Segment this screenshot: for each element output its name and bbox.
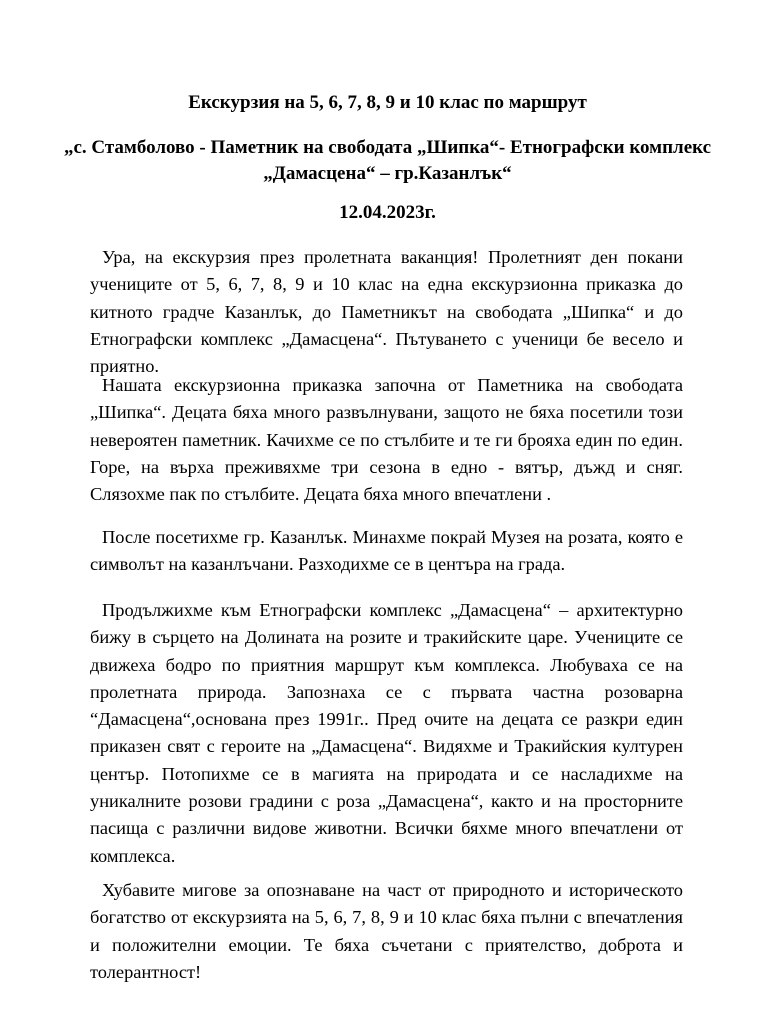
document-date: 12.04.2023г. <box>339 202 436 223</box>
paragraph-intro: Ура, на екскурзия през пролетната ваканция! Пролетният ден покани учениците от 5, 6, 7, 8, 9 и 10 клас на една екскурзионна приказка до китното градче Казанлък, до Паметникът на свободата „Шипка“ и до Етнографски комплекс „Дамасцена“. Пътуването с ученици бе весело и приятно. <box>90 247 683 377</box>
paragraph-damascena: Продължихме към Етнографски комплекс „Дамасцена“ – архитектурно бижу в сърцето на Долината на розите и тракийските царе. Учениците се движеха бодро по приятния маршрут към комплекса. Любуваха се на пролетната природа. Запознаха се с първата частна розоварна “Дамасцена“,основана през 1991г.. Пред очите на децата се разкри един приказен свят с героите на „Дамасцена“. Видяхме и Тракийския културен център. Потопихме се в магията на природата и се насладихме на уникалните розови градини с роза „Дамасцена“, както и на просторните пасища с различни видове животни. Всички бяхме много впечатлени от комплекса. <box>90 600 683 866</box>
paragraph-conclusion: Хубавите мигове за опознаване на част от природното и историческото богатство от екскурзията на 5, 6, 7, 8, 9 и 10 клас бяха пълни с впечатления и положителни емоции. Те бяха съчетани с приятелство, доброта и толерантност! <box>90 880 683 982</box>
paragraph-shipka-monument: Нашата екскурзионна приказка започна от Паметника на свободата „Шипка“. Децата бяха много развълнувани, защото не бяха посетили този невероятен паметник. Качихме се по стълбите и те ги брояха един по един. Горе, на върха преживяхме три сезона в едно - вятър, дъжд и сняг. Слязохме пак по стълбите. Децата бяха много впечатлени . <box>90 375 683 505</box>
route-subtitle: „с. Стамболово - Паметник на свободата „Шипка“- Етнографски комплекс „Дамасцена“ – гр.Казанлък“ <box>63 137 712 184</box>
paragraph-kazanlak: После посетихме гр. Казанлък. Минахме покрай Музея на розата, която е символът на казанлъчани. Разходихме се в центъра на града. <box>90 527 683 575</box>
document-title: Екскурзия на 5, 6, 7, 8, 9 и 10 клас по маршрут <box>188 92 587 113</box>
